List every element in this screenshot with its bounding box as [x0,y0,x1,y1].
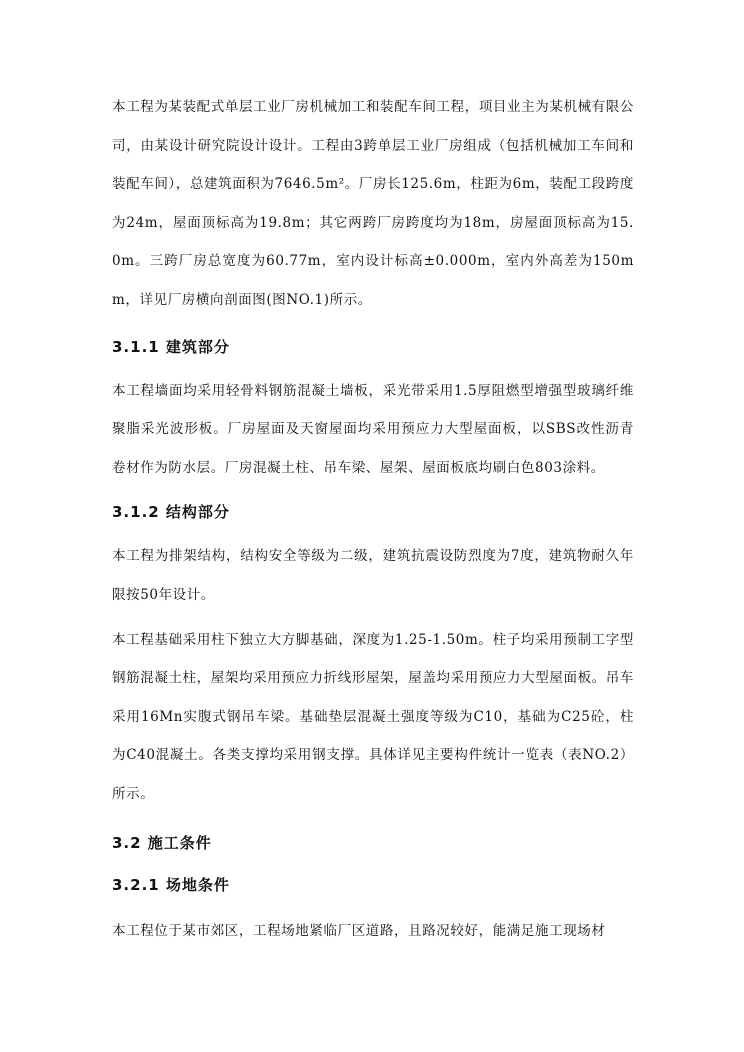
section-heading-3-2-1: 3.2.1 场地条件 [112,875,230,894]
section-heading-3-1-2: 3.1.2 结构部分 [112,503,230,522]
structure-paragraph-2: 本工程基础采用柱下独立大方脚基础，深度为1.25-1.50m。柱子均采用预制工字型钢筋混凝土柱，屋架均采用预应力折线形屋架，屋盖均采用预应力大型屋面板。吊车采用16Mn实腹式钢吊车梁。基础垫层混凝土强度等级为C10，基础为C25砼，柱为C40混凝土。各类支撑均采用钢支撑。具体详见主要构件统计一览表（表NO.2）所示。 [112,631,634,802]
document-page [112,88,634,950]
section-heading-3-1-1: 3.1.1 建筑部分 [112,337,230,356]
site-paragraph: 本工程位于某市郊区，工程场地紧临厂区道路，且路况较好，能满足施工现场材 [112,922,606,939]
intro-paragraph: 本工程为某装配式单层工业厂房机械加工和装配车间工程，项目业主为某机械有限公司，由某设计研究院设计设计。工程由3跨单层工业厂房组成（包括机械加工车间和装配车间），总建筑面积为7646.5m²。厂房长125.6m，柱距为6m，装配工段跨度为24m，屋面顶标高为19.8m；其它两跨厂房跨度均为18m，房屋面顶标高为15.0m。三跨厂房总宽度为60.77m，室内设计标高±0.000m，室内外高差为150mm，详见厂房横向剖面图(图NO.1)所示。 [112,99,634,308]
architecture-paragraph: 本工程墙面均采用轻骨料钢筋混凝土墙板，采光带采用1.5厚阻燃型增强型玻璃纤维聚脂采光波形板。厂房屋面及天窗屋面均采用预应力大型屋面板，以SBS改性沥青卷材作为防水层。厂房混凝土柱、吊车梁、屋架、屋面板底均刷白色803涂料。 [112,382,634,476]
structure-paragraph-1: 本工程为排架结构，结构安全等级为二级，建筑抗震设防烈度为7度，建筑物耐久年限按50年设计。 [112,548,634,603]
section-heading-3-2: 3.2 施工条件 [112,833,212,852]
